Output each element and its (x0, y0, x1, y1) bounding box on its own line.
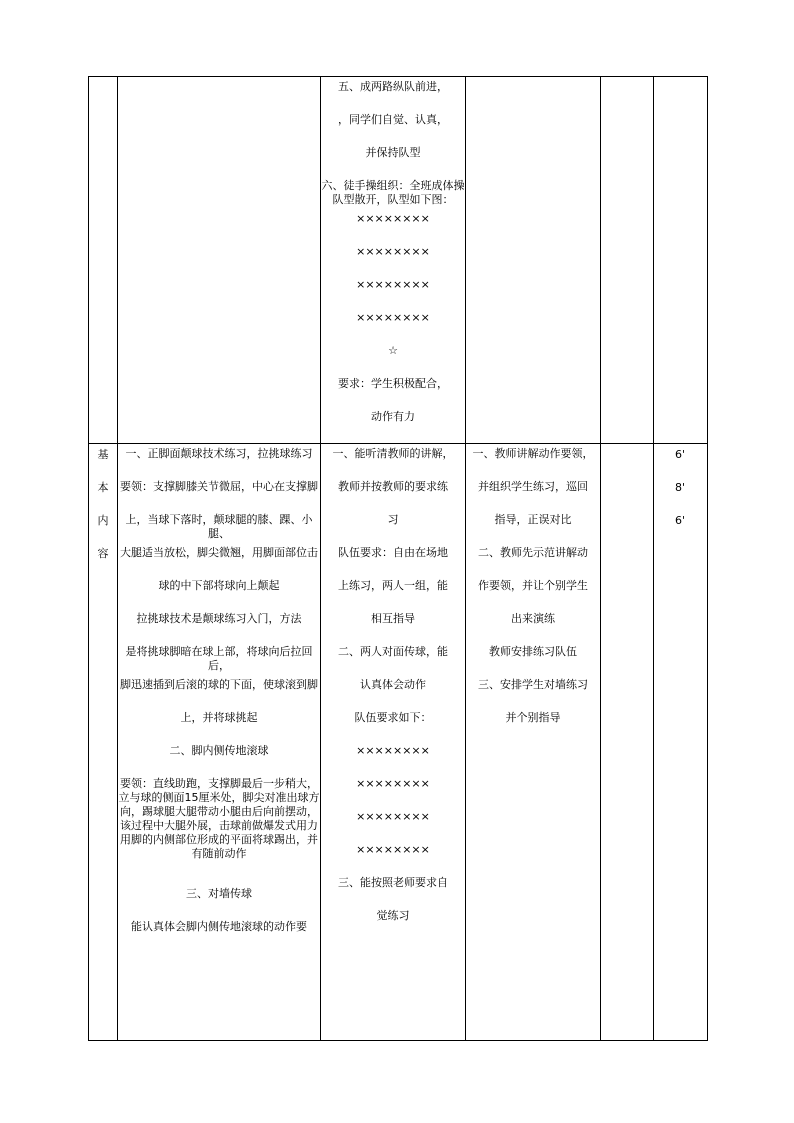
student-line: 习 (387, 513, 399, 526)
teacher-line: 一、教师讲解动作要领， (472, 447, 594, 460)
section-label-cell-empty (89, 77, 118, 444)
teacher-line: 教师安排练习队伍 (489, 645, 577, 658)
content-line: 要领：支撑脚膝关节微屈，中心在支撑脚 (120, 480, 318, 493)
section-label-char: 本 (97, 481, 109, 494)
content-line: 一、正脚面颠球技术练习，拉挑球练习 (125, 447, 313, 460)
time-value: 6' (674, 448, 685, 461)
time-cell (654, 444, 708, 1041)
content-line: 上，并将球挑起 (180, 711, 258, 724)
time-value: 8' (674, 481, 685, 494)
student-cell (321, 444, 466, 1041)
student-line: 认真体会动作 (360, 678, 426, 691)
section-label-cell (89, 444, 118, 1041)
formation-row: ×××××××× (356, 212, 430, 225)
content-line: 上，当球下落时，颠球腿的膝、踝、小腿、 (125, 513, 313, 540)
formation-row: ×××××××× (356, 245, 430, 258)
student-line: 相互指导 (371, 612, 415, 625)
org-line: 并保持队型 (365, 146, 421, 159)
teacher-line: 指导，正误对比 (494, 513, 572, 526)
teacher-cell (466, 444, 601, 1041)
teacher-star-icon: ☆ (388, 344, 398, 357)
section-label-char: 基 (97, 448, 109, 461)
organization-cell (321, 77, 466, 444)
content-paragraph: 要领：直线助跑，支撑脚最后一步稍大，立与球的侧面15厘米处，脚尖对准出球方向，踢球腿大腿带动小腿由后向前摆动，该过程中大腿外展，击球前做爆发式用力用脚的内侧部位形成的平面将球踢出，并有随前动作 (118, 777, 320, 860)
formation-row: ×××××××× (356, 744, 430, 757)
content-line: 能认真体会脚内侧传地滚球的动作要 (131, 920, 307, 933)
formation-row: ×××××××× (356, 843, 430, 856)
teacher-line: 作要领，并让个别学生 (478, 579, 588, 592)
time-value: 6' (674, 514, 685, 527)
teacher-line: 三、安排学生对墙练习 (478, 678, 588, 691)
content-line: 三、对墙传球 (186, 887, 252, 900)
formation-row: ×××××××× (356, 777, 430, 790)
student-line: 二、两人对面传球，能 (338, 645, 448, 658)
student-line: 队伍要求：自由在场地 (338, 546, 448, 559)
teacher-line: 二、教师先示范讲解动 (478, 546, 588, 559)
lesson-plan-table (88, 76, 708, 1041)
student-line: 三、能按照老师要求自 (338, 876, 448, 889)
student-line: 一、能听清教师的讲解， (332, 447, 454, 460)
content-line: 脚迅速插到后滚的球的下面，使球滚到脚 (120, 678, 318, 691)
content-cell (118, 444, 321, 1041)
section-label-char: 容 (97, 547, 109, 560)
student-line: 上练习，两人一组，能 (338, 579, 448, 592)
extra-cell (601, 444, 654, 1041)
teacher-line: 并组织学生练习，巡回 (478, 480, 588, 493)
org-line: ，同学们自觉、认真， (338, 113, 448, 126)
content-cell-empty (118, 77, 321, 444)
formation-row: ×××××××× (356, 278, 430, 291)
table-row-organization (89, 77, 708, 444)
teacher-line: 并个别指导 (505, 711, 561, 724)
content-line: 是将挑球脚暗在球上部，将球向后拉回后， (125, 645, 313, 672)
content-line: 二、脚内侧传地滚球 (169, 744, 269, 757)
org-line: 五、成两路纵队前进， (338, 80, 448, 93)
student-line: 教师并按教师的要求练 (338, 480, 448, 493)
student-line: 队伍要求如下： (354, 711, 432, 724)
content-line: 拉挑球技术是颠球练习入门，方法 (136, 612, 302, 625)
formation-row: ×××××××× (356, 311, 430, 324)
teacher-line: 出来演练 (511, 612, 555, 625)
extra-cell-empty (601, 77, 654, 444)
student-line: 觉练习 (376, 909, 410, 922)
content-line: 球的中下部将球向上颠起 (158, 579, 280, 592)
org-line: 要求：学生积极配合， (338, 377, 448, 390)
content-line: 大腿适当放松，脚尖微翘，用脚面部位击 (120, 546, 318, 559)
formation-row: ×××××××× (356, 810, 430, 823)
teacher-cell-empty (466, 77, 601, 444)
time-cell-empty (654, 77, 708, 444)
section-label-char: 内 (97, 514, 109, 527)
org-line: 六、徒手操组织：全班成体操队型散开，队型如下图： (321, 179, 465, 206)
org-line: 动作有力 (371, 410, 415, 423)
table-row-basic-content (89, 444, 708, 1041)
